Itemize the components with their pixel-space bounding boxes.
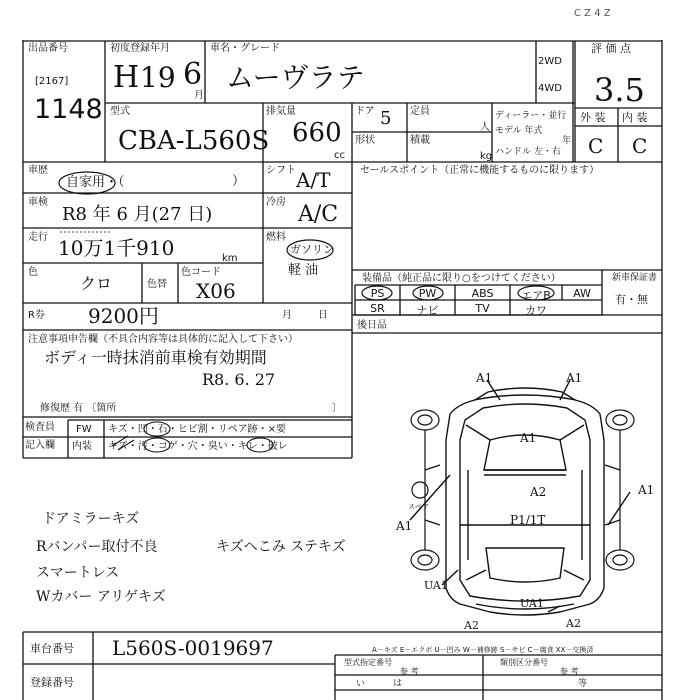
damage-legend: A－キズ E－エクボ U－凹み W－補修跡 S－サビ C－腐食 XX－交換済 (372, 646, 594, 654)
spare-tire-label: スペア (408, 503, 429, 511)
category-number-label: 類別区分番号 (500, 658, 548, 667)
damage-a1-right: A1 (638, 483, 655, 497)
displacement-value: 660 (292, 118, 342, 148)
equipment-title: 装備品（純正品に限り○をつけてください） (362, 273, 561, 284)
exterior-grade: C (588, 134, 604, 158)
category-number-ref: 参 考 (560, 667, 579, 676)
month-unit: 月 (194, 90, 204, 101)
capacity-unit: 人 (480, 122, 490, 133)
color-code-label: 色コード (181, 267, 221, 278)
drive-2wd-label: 2WD (538, 56, 562, 67)
inspector-interior-items: キズ・汚・コゲ・穴・臭い・キレ・破レ (108, 441, 288, 452)
grade-label: 評 価 点 (591, 42, 631, 55)
equipment-navi: ナビ (416, 304, 439, 317)
notes-text-2: R8. 6. 27 (202, 370, 276, 389)
damage-a1-front-left: A1 (476, 371, 493, 385)
shift-value: A/T (296, 168, 331, 192)
handle-label: ハンドル 左・右 (495, 147, 561, 157)
equipment-ps: PS (370, 287, 385, 300)
registration-number-label: 登録番号 (30, 676, 74, 689)
color-value: クロ (80, 274, 113, 293)
repair-history-close: 〕 (332, 403, 342, 414)
recycle-day: 日 (318, 310, 328, 321)
first-registration-month: 6 (183, 57, 203, 92)
equipment-tv: TV (475, 302, 490, 315)
damage-a2-rear-left: A2 (464, 619, 479, 632)
first-registration-era: H (113, 60, 140, 95)
remark-line-3: スマートレス (36, 565, 120, 581)
later-delivery-label: 後日品 (357, 320, 387, 331)
equipment-aw: AW (573, 287, 591, 300)
equipment-airbag: エアB (521, 289, 551, 302)
type-designation-ref: 参 考 (400, 667, 419, 676)
inspector-label: 検査員 (25, 422, 55, 433)
model-year-label: モデル 年式 (495, 126, 543, 136)
damage-a2-roof: A2 (530, 485, 547, 499)
interior-grade: C (632, 134, 648, 158)
remark-line-1: ドアミラーキズ (42, 511, 140, 527)
fuel-label: 燃料 (266, 232, 286, 243)
mileage-value: 10万1千910 (58, 236, 175, 260)
recycle-value: 9200円 (88, 304, 159, 328)
door-value: 5 (380, 108, 392, 129)
displacement-unit: cc (334, 150, 345, 161)
chassis-number: L560S-0019697 (112, 636, 274, 660)
damage-a1-left: A1 (396, 519, 413, 533)
corner-mark: C Z 4 Z (574, 8, 611, 19)
fuel-gasoline: ガソリン (290, 243, 334, 256)
model-grade-label: 車名・グレード (210, 43, 280, 54)
chassis-number-label: 車台番号 (30, 642, 74, 655)
damage-paint: P1/1T (510, 513, 546, 527)
dealer-label: ディーラー・並行 (495, 111, 567, 121)
remark-line-2b: キズへこみ ステキズ (216, 539, 346, 555)
lot-number: 1148 (34, 94, 103, 125)
equipment-abs: ABS (471, 287, 494, 300)
first-registration-label: 初度登録年月 (110, 43, 170, 54)
sales-point-label: セールスポイント（正常に機能するものに限ります） (360, 165, 600, 176)
remark-line-2: Rバンパー取付不良 (36, 539, 158, 555)
inspection-label: 車検 (28, 197, 48, 208)
equipment-pw: PW (418, 287, 437, 300)
type-label: 型式 (110, 106, 130, 117)
color-change-label: 色替 (147, 279, 167, 290)
damage-a1-hood: A1 (520, 431, 537, 445)
color-code-value: X06 (196, 279, 236, 303)
inspector-exterior-items: キズ・凹・石・ヒビ割・リペア跡・×要 (108, 424, 286, 435)
new-warranty-label: 新車保証書 (612, 273, 658, 283)
drive-4wd-label: 4WD (538, 83, 562, 94)
entry-column-label: 記入欄 (25, 440, 55, 451)
mark-tou: 等 (578, 679, 588, 689)
displacement-label: 排気量 (266, 106, 296, 117)
mileage-unit: km (222, 253, 238, 264)
usage-close: ） (232, 174, 246, 189)
model-name: ムーヴラテ (226, 61, 365, 94)
fuel-diesel: 軽 油 (288, 263, 319, 278)
recycle-month: 月 (282, 310, 292, 321)
door-label: ドア (355, 106, 375, 117)
notes-label: 注意事項申告欄（不具合内容等は具体的に記入して下さい） (28, 334, 298, 345)
ac-value: A/C (298, 202, 339, 227)
capacity-label: 定員 (410, 106, 430, 117)
shift-label: シフト (266, 165, 296, 176)
usage-label: 車歴 (28, 165, 48, 176)
color-label: 色 (28, 267, 38, 278)
load-label: 積載 (410, 135, 430, 146)
equipment-leather: カワ (525, 304, 547, 317)
equipment-sr: SR (370, 302, 385, 315)
inspector-interior-label: 内装 (72, 441, 92, 452)
year-unit: 年 (562, 136, 572, 146)
load-unit: kg (480, 151, 493, 162)
mark-ha: は (393, 679, 403, 689)
damage-ua1-rear: UA1 (520, 597, 544, 610)
damage-a2-rear-right: A2 (566, 617, 581, 630)
damage-ua1-rear-left: UA1 (424, 579, 448, 592)
exterior-label: 外 装 (580, 111, 606, 124)
inspection-value: R8 年 6 月(27 日) (62, 204, 213, 225)
ac-label: 冷房 (266, 197, 286, 208)
grade-value: 3.5 (594, 71, 645, 109)
type-designation-label: 型式指定番号 (344, 658, 392, 667)
first-registration-year: 19 (140, 61, 176, 94)
body-shape-label: 形状 (355, 135, 375, 146)
lot-code: [2167] (35, 76, 69, 87)
repair-history-label: 修復歴 有 〔箇所 (40, 403, 117, 414)
remark-line-4: Wカバー アリゲキズ (36, 589, 166, 605)
lot-number-label: 出品番号 (28, 43, 68, 54)
new-warranty-value: 有・無 (615, 293, 648, 306)
fw-label: FW (76, 424, 92, 435)
mileage-label: 走行 (28, 232, 48, 243)
damage-a1-front-right: A1 (566, 371, 583, 385)
interior-label: 内 装 (622, 111, 648, 124)
mark-i: い (356, 679, 366, 689)
type-value: CBA-L560S (118, 126, 270, 156)
notes-text-1: ボディ一時抹消前車検有効期間 (44, 348, 267, 367)
recycle-label: R券 (28, 310, 45, 321)
usage-value: 自家用・（ (66, 175, 125, 190)
